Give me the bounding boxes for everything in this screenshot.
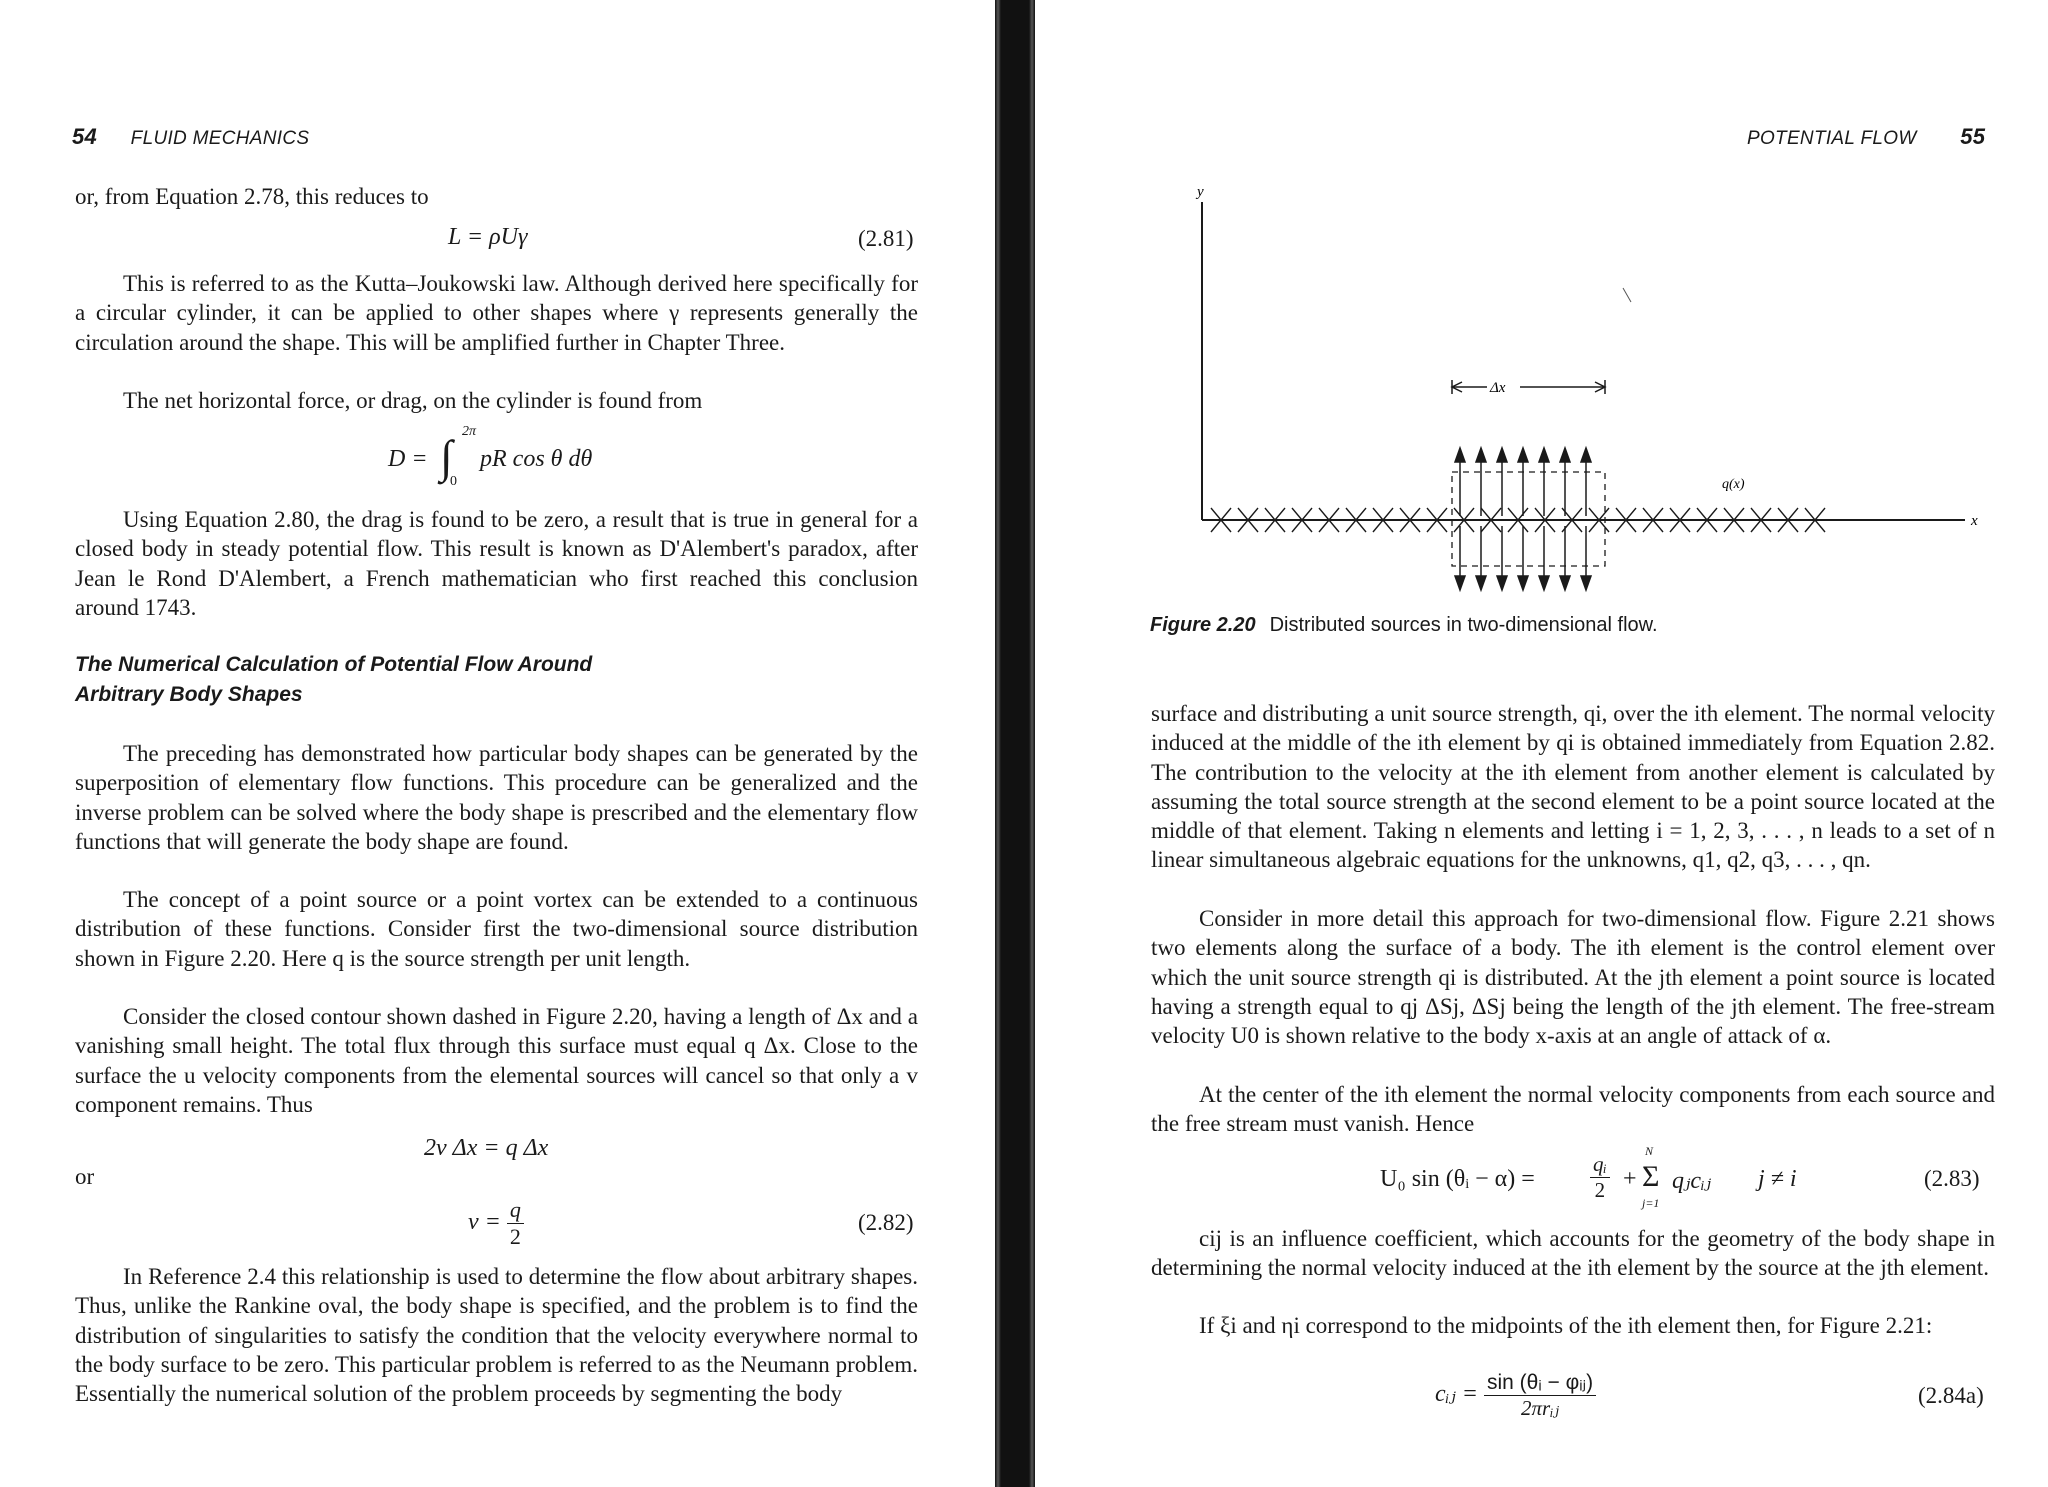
integral-sign: ∫ bbox=[440, 431, 453, 482]
right-running-title: POTENTIAL FLOW bbox=[1747, 128, 1917, 149]
equation-2-84a bbox=[1435, 1370, 1596, 1421]
paragraph-two-dimensional: Consider in more detail this approach for two-dimensional flow. Figure 2.21 shows two elements along the surface of a body. The ith element is the control element over which the unit source strength qi is distributed. At the jth element a point source is located having a strength equal to qj ΔSj, ΔSj being the length of the jth element. The free-stream velocity U0 is shown relative to the body x-axis at an angle of attack of α. bbox=[1151, 906, 1995, 1049]
or-word: or bbox=[75, 1164, 95, 1189]
paragraph-dalembert: Using Equation 2.80, the drag is found to be zero, a result that is true in general for a closed body in steady potential flow. This result is known as D'Alembert's paradox, after Jean le Rond D'Alembert, a French mathematician who first reached this conclusion around 1743. bbox=[75, 507, 918, 620]
left-page bbox=[0, 0, 995, 1487]
section-heading bbox=[75, 650, 918, 710]
figure-caption bbox=[1150, 614, 1658, 637]
eq-2-82-numerator: q bbox=[507, 1197, 524, 1224]
section-heading-line-1: The Numerical Calculation of Potential Flow Around bbox=[75, 653, 593, 676]
equation-2-82 bbox=[468, 1197, 524, 1250]
drag-integrand: pR cos θ dθ bbox=[480, 446, 593, 472]
paragraph-center: At the center of the ith element the normal velocity components from each source and the free stream must vanish. Hence bbox=[1151, 1082, 1995, 1137]
eq-2-82-denominator: 2 bbox=[509, 1224, 521, 1249]
eq-2-83-sum: Σ bbox=[1642, 1160, 1660, 1193]
eq-2-83-numerator: qᵢ bbox=[1590, 1152, 1610, 1178]
x-axis-label: x bbox=[1971, 513, 1978, 529]
right-running-head bbox=[1747, 124, 1985, 150]
equation-number-2-82: (2.82) bbox=[858, 1210, 914, 1235]
paragraph-midpoints: If ξi and ηi correspond to the midpoints of the ith element then, for Figure 2.21: bbox=[1199, 1313, 1933, 1338]
figure-2-20 bbox=[1185, 180, 2005, 610]
stray-mark bbox=[1623, 288, 1631, 302]
figure-caption-text: Distributed sources in two-dimensional flow. bbox=[1269, 614, 1658, 636]
left-page-number: 54 bbox=[72, 124, 98, 149]
drag-lhs: D = bbox=[388, 446, 428, 472]
paragraph-contour: Consider the closed contour shown dashed in Figure 2.20, having a length of Δx and a vanishing small height. The total flux through this surface must equal q Δx. Close to the surface the u velocity components from the elemental sources will cancel so that only a v component remains. Thus bbox=[75, 1004, 918, 1117]
eq-2-84a-numerator: sin (θᵢ − φᵢⱼ) bbox=[1484, 1370, 1596, 1396]
book-gutter bbox=[995, 0, 1035, 1487]
integral-upper-limit: 2π bbox=[462, 424, 477, 439]
eq-2-84a-fraction bbox=[1484, 1370, 1596, 1421]
eq-2-83-plus: + bbox=[1623, 1166, 1637, 1192]
left-running-title: FLUID MECHANICS bbox=[130, 128, 310, 149]
paragraph-drag-intro: The net horizontal force, or drag, on the cylinder is found from bbox=[123, 388, 703, 413]
equation-flux: 2v Δx = q Δx bbox=[424, 1135, 549, 1161]
delta-x-dimension bbox=[1452, 380, 1605, 394]
eq-2-82-fraction bbox=[507, 1197, 524, 1250]
right-page-number: 55 bbox=[1960, 124, 1986, 149]
equation-2-81: L = ρUγ bbox=[448, 224, 528, 250]
eq-2-83-sum-lower: j=1 bbox=[1642, 1196, 1660, 1210]
equation-number-2-83: (2.83) bbox=[1924, 1166, 1980, 1191]
eq-2-83-condition: j ≠ i bbox=[1758, 1166, 1797, 1192]
figure-caption-label: Figure 2.20 bbox=[1150, 614, 1256, 636]
paragraph-influence: cij is an influence coefficient, which accounts for the geometry of the body shape in determining the normal velocity induced at the ith element by the source at the jth element. bbox=[1151, 1226, 1995, 1281]
right-page bbox=[1035, 0, 2048, 1487]
eq-2-83-fraction bbox=[1590, 1152, 1610, 1203]
downward-flux-arrows bbox=[1455, 526, 1591, 590]
integral-lower-limit: 0 bbox=[450, 474, 457, 489]
y-axis-label: y bbox=[1197, 184, 1204, 200]
paragraph-preceding: The preceding has demonstrated how particular body shapes can be generated by the superposition of elementary flow functions. This procedure can be generalized and the inverse problem can be solved where the body shape is prescribed and the elementary flow functions that will generate the body shape are found. bbox=[75, 741, 918, 854]
equation-number-2-81: (2.81) bbox=[858, 226, 914, 251]
equation-number-2-84a: (2.84a) bbox=[1918, 1383, 1984, 1408]
paragraph-reference: In Reference 2.4 this relationship is used to determine the flow about arbitrary shapes. Thus, unlike the Rankine oval, the body shape is specified, and the problem is to find the distribution of singularities to satisfy the condition that the velocity everywhere normal to the body surface to be zero. This particular problem is referred to as the Neumann problem. Essentially the numerical solution of the problem proceeds by segmenting the body bbox=[75, 1264, 918, 1407]
qx-label: q(x) bbox=[1722, 477, 1745, 492]
eq-2-84a-lhs: cᵢⱼ = bbox=[1435, 1381, 1478, 1408]
intro-line: or, from Equation 2.78, this reduces to bbox=[75, 184, 429, 209]
eq-2-83-lhs: U₀ sin (θᵢ − α) = bbox=[1380, 1166, 1535, 1192]
paragraph-kutta: This is referred to as the Kutta–Joukowski law. Although derived here specifically for a circular cylinder, it can be applied to other shapes where γ represents generally the circulation around the shape. This will be amplified further in Chapter Three. bbox=[75, 271, 918, 355]
upward-flux-arrows bbox=[1455, 448, 1591, 516]
paragraph-surface: surface and distributing a unit source strength, qi, over the ith element. The normal velocity induced at the middle of the ith element by qi is obtained immediately from Equation 2.82. The contribution to the velocity at the ith element from another element is calculated by assuming the total source strength at the second element to be a point source located at the middle of that element. Taking n elements and letting i = 1, 2, 3, . . . , n leads to a set of n linear simultaneous algebraic equations for the unknowns, q1, q2, q3, . . . , qn. bbox=[1151, 701, 1995, 873]
left-running-head bbox=[72, 124, 309, 150]
section-heading-line-2: Arbitrary Body Shapes bbox=[75, 683, 303, 706]
equation-2-83 bbox=[1380, 1144, 1820, 1214]
eq-2-84a-denominator: 2πrᵢⱼ bbox=[1521, 1396, 1560, 1420]
eq-2-83-denominator: 2 bbox=[1594, 1178, 1606, 1202]
delta-x-label: Δx bbox=[1490, 380, 1506, 396]
paragraph-concept: The concept of a point source or a point vortex can be extended to a continuous distribution of these functions. Consider first the two-dimensional source distribution shown in Figure 2.20. Here q is the source strength per unit length. bbox=[75, 887, 918, 971]
eq-2-82-lhs: v = bbox=[468, 1209, 501, 1236]
eq-2-83-term: qⱼcᵢⱼ bbox=[1672, 1168, 1712, 1194]
eq-2-83-sum-upper: N bbox=[1645, 1144, 1654, 1158]
